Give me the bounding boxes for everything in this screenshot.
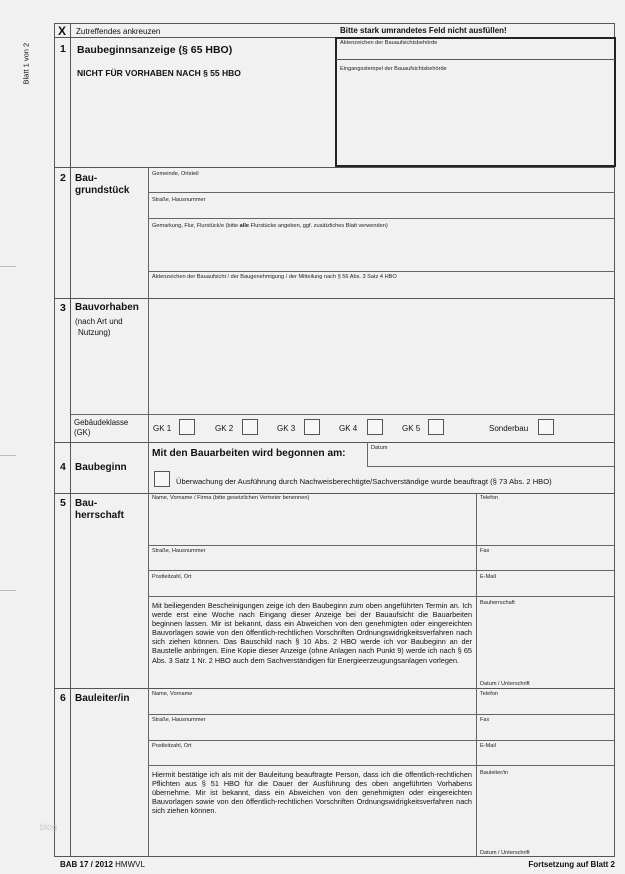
gk2-checkbox[interactable] — [242, 419, 258, 435]
manager-signature-date-label: Datum / Unterschrift — [480, 850, 530, 856]
manager-email-label: E-Mail — [480, 743, 496, 749]
special-building-checkbox[interactable] — [538, 419, 554, 435]
construction-start-statement: Mit den Bauarbeiten wird begonnen am: — [152, 448, 346, 459]
section-3-number: 3 — [60, 302, 66, 314]
authority-reference-label: Aktenzeichen der Bauaufsichtsbehörde — [340, 40, 438, 46]
owner-city-label: Postleitzahl, Ort — [152, 574, 192, 580]
gk4-checkbox[interactable] — [367, 419, 383, 435]
manager-fax-label: Fax — [480, 717, 490, 723]
watermark: blog — [40, 822, 58, 832]
start-date-field[interactable] — [368, 452, 614, 465]
section-2-number: 2 — [60, 172, 66, 184]
footer-continue: Fortsetzung auf Blatt 2 — [528, 860, 615, 869]
header-warning: Bitte stark umrandetes Feld nicht ausfüllen! — [340, 26, 507, 35]
section-1-title: Baubeginnsanzeige (§ 65 HBO) — [77, 44, 233, 56]
section-3-subtitle: (nach Art und Nutzung) — [75, 317, 123, 337]
gk5-checkbox[interactable] — [428, 419, 444, 435]
parcel-field-label: Gemarkung, Flur, Flurstück/e (bitte alle Flurstücke angeben, ggf. zusätzliches Blatt verwenden) — [152, 223, 388, 229]
section-6-number: 6 — [60, 692, 66, 704]
gk5-label: GK 5 — [402, 424, 421, 433]
footer-left: BAB 17 / 2012 HMWVL — [60, 860, 145, 869]
manager-signature-label: Bauleiter/in — [480, 770, 508, 776]
owner-name-label: Name, Vorname / Firma (bitte gesetzlichen Vertreter benennen) — [152, 495, 310, 501]
section-5-number: 5 — [60, 497, 66, 509]
manager-city-label: Postleitzahl, Ort — [152, 743, 192, 749]
authority-box — [335, 37, 616, 167]
building-file-number-label: Aktenzeichen der Bauaufsicht / der Baugenehmigung / der Mitteilung nach § 56 Abs. 3 Satz 4 HBO — [152, 274, 397, 280]
section-4-title: Baubeginn — [75, 462, 127, 473]
section-4-number: 4 — [60, 461, 66, 473]
supervision-label: Überwachung der Ausführung durch Nachweisberechtigte/Sachverständige wurde beauftragt (§ 73 Abs. 2 HBO) — [176, 477, 552, 486]
owner-signature-date-label: Datum / Unterschrift — [480, 681, 530, 687]
side-page-label: Blatt 1 von 2 — [21, 42, 31, 85]
entry-stamp-label: Eingangsstempel der Bauaufsichtsbehörde — [340, 66, 447, 72]
gk4-label: GK 4 — [339, 424, 358, 433]
owner-street-label: Straße, Hausnummer — [152, 548, 206, 554]
gk1-checkbox[interactable] — [179, 419, 195, 435]
owner-declaration-text: Mit beiliegenden Bescheinigungen zeige ich den Baubeginn zum oben angeführten Termin an. Ich werde erst eine Woche nach Eingang dieser Anzeige bei der Bauaufsicht die Bauarbeiten beginnen lassen. Mir ist bekannt, dass ein Abweichen von den genehmigten oder eingereichten Bauvorlagen sowie von den öffentlich-rechtlichen Vorschriften Ordnungswidrigkeitsverfahren nach sich ziehen können. Das Bauschild nach § 10 Abs. 2 HBO werde ich vor Baubeginn an der Baustelle anbringen. Eine Kopie dieser Anzeige (ohne Anlagen nach Punkt 9) werde ich nach § 65 Abs. 3 Satz 1 Nr. 2 HBO auch dem Sachverständigen für Energieerzeugungsanlagen vorlegen. — [152, 601, 472, 665]
special-building-label: Sonderbau — [489, 424, 529, 433]
section-6-title: Bauleiter/in — [75, 693, 130, 704]
manager-declaration-text: Hiermit bestätige ich als mit der Bauleitung beauftragte Person, dass ich die öffentlich-rechtlichen Pflichten aus § 51 HBO für die Dauer der Ausführung des oben angeführten Vorhabens übernehme. Mir ist bekannt, dass ein Abweichen von den genehmigten oder eingereichten Bauvorlagen sowie von den öffentlich-rechtlichen Vorschriften Ordnungswidrigkeitsverfahren nach sich ziehen können. — [152, 770, 472, 816]
gk1-label: GK 1 — [153, 424, 172, 433]
section-3-title: Bauvorhaben — [75, 302, 139, 313]
start-date-label: Datum — [371, 445, 388, 451]
header-instruction: Zutreffendes ankreuzen — [76, 27, 161, 36]
owner-phone-label: Telefon — [480, 495, 499, 501]
header-mark: X — [58, 24, 67, 38]
gk3-checkbox[interactable] — [304, 419, 320, 435]
gk2-label: GK 2 — [215, 424, 234, 433]
manager-phone-label: Telefon — [480, 691, 499, 697]
owner-email-label: E-Mail — [480, 574, 496, 580]
gk3-label: GK 3 — [277, 424, 296, 433]
section-1-subtitle: NICHT FÜR VORHABEN NACH § 55 HBO — [77, 68, 241, 78]
municipality-field-label: Gemeinde, Ortsteil — [152, 171, 199, 177]
supervision-checkbox[interactable] — [154, 471, 170, 487]
street-field-label: Straße, Hausnummer — [152, 197, 206, 203]
owner-signature-label: Bauherrschaft — [480, 600, 515, 606]
section-5-title: Bau- herrschaft — [75, 498, 124, 521]
owner-fax-label: Fax — [480, 548, 490, 554]
section-2-title: Bau- grundstück — [75, 173, 130, 196]
section-1-number: 1 — [60, 43, 66, 55]
manager-name-label: Name, Vorname — [152, 691, 193, 697]
building-class-label: Gebäudeklasse (GK) — [74, 418, 129, 437]
manager-street-label: Straße, Hausnummer — [152, 717, 206, 723]
